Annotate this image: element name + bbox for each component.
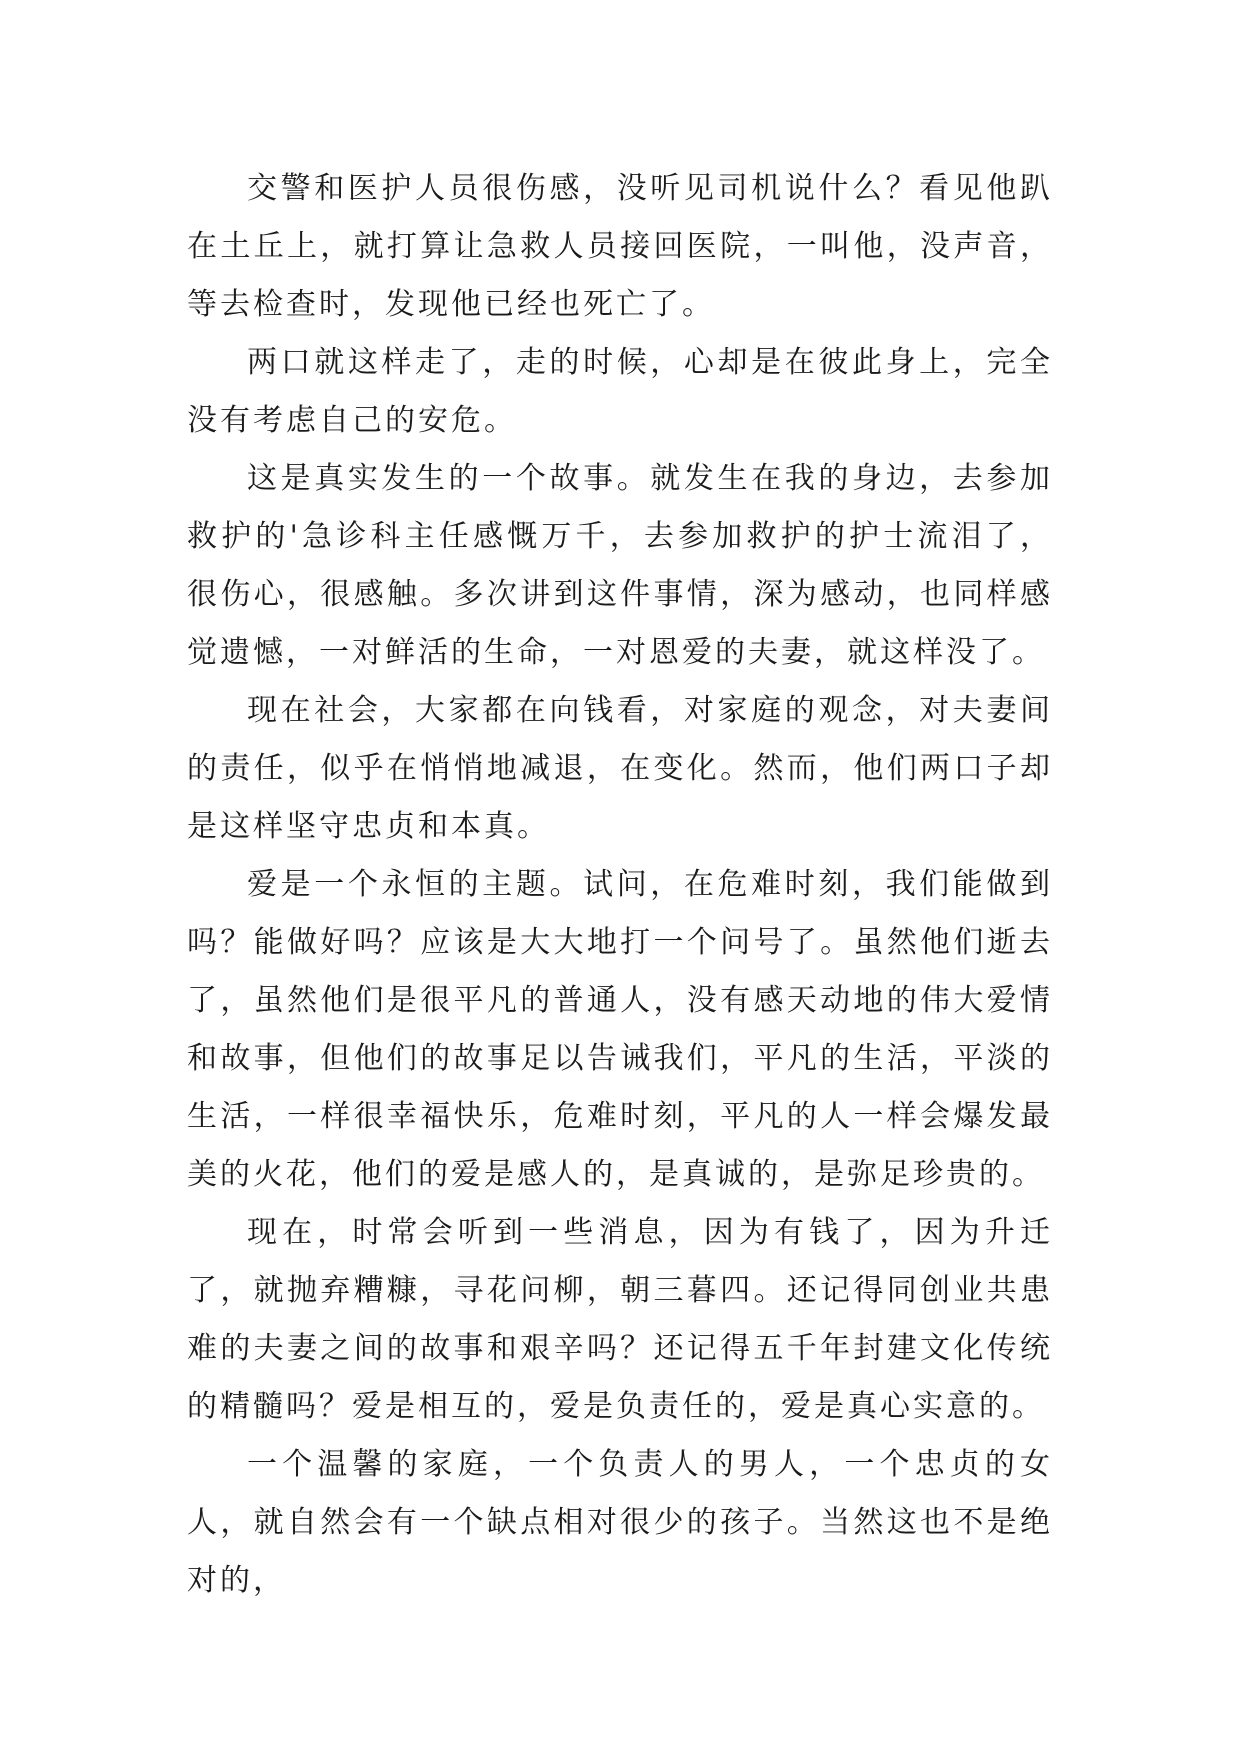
paragraph-7: 一个温馨的家庭，一个负责人的男人，一个忠贞的女人，就自然会有一个缺点相对很少的孩子。当然这也不是绝对的， — [187, 1447, 1053, 1598]
paragraph-4: 现在社会，大家都在向钱看，对家庭的观念，对夫妻间的责任，似乎在悄悄地减退，在变化。然而，他们两口子却是这样坚守忠贞和本真。 — [187, 693, 1053, 844]
paragraph-5: 爱是一个永恒的主题。试问，在危难时刻，我们能做到吗？能做好吗？应该是大大地打一个问号了。虽然他们逝去了，虽然他们是很平凡的普通人，没有感天动地的伟大爱情和故事，但他们的故事足以告诫我们，平凡的生活，平淡的生活，一样很幸福快乐，危难时刻，平凡的人一样会爆发最美的火花，他们的爱是感人的，是真诚的，是弥足珍贵的。 — [187, 867, 1053, 1192]
paragraph-2: 两口就这样走了，走的时候，心却是在彼此身上，完全没有考虑自己的安危。 — [187, 345, 1053, 438]
paragraph-6: 现在，时常会听到一些消息，因为有钱了，因为升迁了，就抛弃糟糠，寻花问柳，朝三暮四。还记得同创业共患难的夫妻之间的故事和艰辛吗？还记得五千年封建文化传统的精髓吗？爱是相互的，爱是负责任的，爱是真心实意的。 — [187, 1215, 1053, 1424]
paragraph-1: 交警和医护人员很伤感，没听见司机说什么？看见他趴在土丘上，就打算让急救人员接回医院，一叫他，没声音，等去检查时，发现他已经也死亡了。 — [187, 171, 1053, 322]
document-body — [187, 160, 1053, 1610]
paragraph-3: 这是真实发生的一个故事。就发生在我的身边，去参加救护的'急诊科主任感慨万千，去参加救护的护士流泪了，很伤心，很感触。多次讲到这件事情，深为感动，也同样感觉遗憾，一对鲜活的生命，一对恩爱的夫妻，就这样没了。 — [187, 461, 1053, 670]
